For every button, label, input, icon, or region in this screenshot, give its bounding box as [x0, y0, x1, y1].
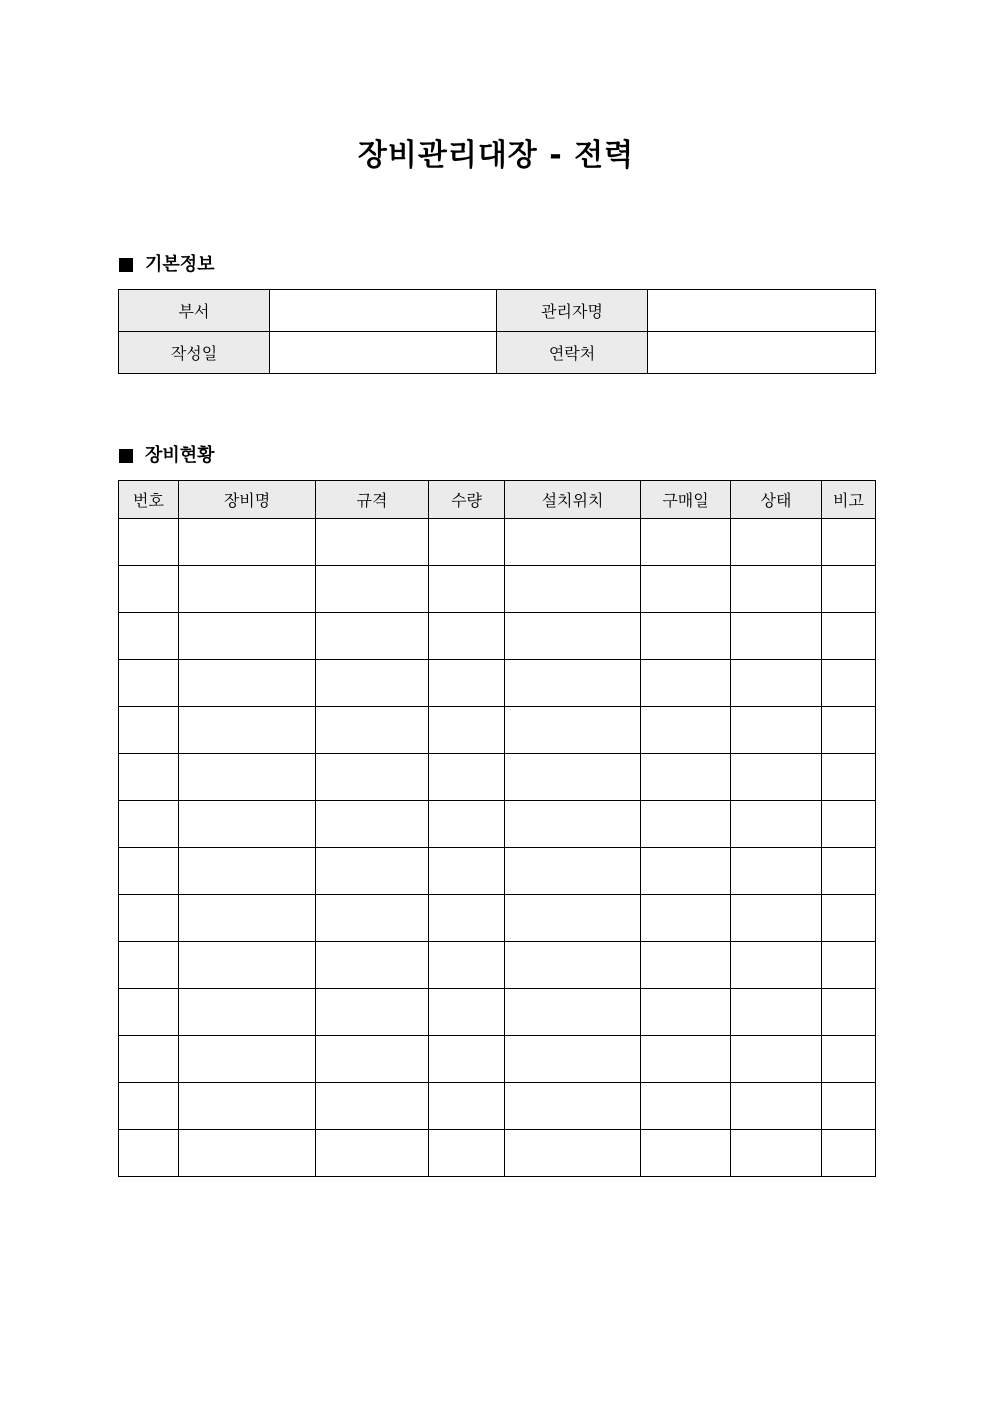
column-header-spec: 규격 — [316, 481, 429, 519]
quantity-cell[interactable] — [429, 519, 505, 566]
status-cell[interactable] — [731, 613, 822, 660]
quantity-cell[interactable] — [429, 895, 505, 942]
equipment-heading — [119, 444, 215, 468]
purchase-date-cell[interactable] — [641, 1130, 731, 1177]
purchase-date-cell[interactable] — [641, 519, 731, 566]
status-cell[interactable] — [731, 989, 822, 1036]
table-row — [119, 989, 876, 1036]
location-cell[interactable] — [505, 848, 641, 895]
name-cell[interactable] — [179, 989, 316, 1036]
basic-info-heading — [119, 253, 215, 277]
remarks-cell[interactable] — [822, 754, 876, 801]
quantity-cell[interactable] — [429, 942, 505, 989]
column-header-number: 번호 — [119, 481, 179, 519]
number-cell[interactable] — [119, 801, 179, 848]
date-label: 작성일 — [119, 332, 270, 374]
name-cell[interactable] — [179, 1130, 316, 1177]
name-cell[interactable] — [179, 801, 316, 848]
number-cell[interactable] — [119, 660, 179, 707]
location-cell[interactable] — [505, 613, 641, 660]
status-cell[interactable] — [731, 801, 822, 848]
contact-label: 연락처 — [497, 332, 648, 374]
number-cell[interactable] — [119, 707, 179, 754]
column-header-remarks: 비고 — [822, 481, 876, 519]
status-cell[interactable] — [731, 1036, 822, 1083]
spec-cell[interactable] — [316, 754, 429, 801]
number-cell[interactable] — [119, 989, 179, 1036]
quantity-cell[interactable] — [429, 989, 505, 1036]
purchase-date-cell[interactable] — [641, 754, 731, 801]
basic-info-table — [118, 289, 876, 374]
status-cell[interactable] — [731, 848, 822, 895]
table-row — [119, 613, 876, 660]
name-cell[interactable] — [179, 895, 316, 942]
quantity-cell[interactable] — [429, 848, 505, 895]
department-field[interactable] — [270, 290, 497, 332]
table-row — [119, 754, 876, 801]
table-row — [119, 1083, 876, 1130]
remarks-cell[interactable] — [822, 801, 876, 848]
table-row — [119, 801, 876, 848]
name-cell[interactable] — [179, 519, 316, 566]
quantity-cell[interactable] — [429, 1083, 505, 1130]
status-cell[interactable] — [731, 566, 822, 613]
status-cell[interactable] — [731, 707, 822, 754]
equipment-heading-label: 장비현황 — [145, 445, 215, 466]
quantity-cell[interactable] — [429, 754, 505, 801]
location-cell[interactable] — [505, 660, 641, 707]
status-cell[interactable] — [731, 660, 822, 707]
spec-cell[interactable] — [316, 660, 429, 707]
department-label: 부서 — [119, 290, 270, 332]
quantity-cell[interactable] — [429, 660, 505, 707]
spec-cell[interactable] — [316, 801, 429, 848]
purchase-date-cell[interactable] — [641, 660, 731, 707]
square-bullet-icon — [119, 258, 133, 272]
location-cell[interactable] — [505, 1130, 641, 1177]
spec-cell[interactable] — [316, 1036, 429, 1083]
remarks-cell[interactable] — [822, 1036, 876, 1083]
location-cell[interactable] — [505, 895, 641, 942]
status-cell[interactable] — [731, 754, 822, 801]
table-row — [119, 1036, 876, 1083]
remarks-cell[interactable] — [822, 660, 876, 707]
column-header-status: 상태 — [731, 481, 822, 519]
name-cell[interactable] — [179, 1083, 316, 1130]
number-cell[interactable] — [119, 942, 179, 989]
table-row — [119, 566, 876, 613]
status-cell[interactable] — [731, 1130, 822, 1177]
manager-field[interactable] — [648, 290, 876, 332]
name-cell[interactable] — [179, 707, 316, 754]
number-cell[interactable] — [119, 566, 179, 613]
column-header-quantity: 수량 — [429, 481, 505, 519]
purchase-date-cell[interactable] — [641, 942, 731, 989]
name-cell[interactable] — [179, 848, 316, 895]
table-row — [119, 942, 876, 989]
spec-cell[interactable] — [316, 707, 429, 754]
spec-cell[interactable] — [316, 613, 429, 660]
purchase-date-cell[interactable] — [641, 707, 731, 754]
equipment-header-row — [119, 481, 876, 519]
quantity-cell[interactable] — [429, 1130, 505, 1177]
table-row — [119, 895, 876, 942]
remarks-cell[interactable] — [822, 566, 876, 613]
spec-cell[interactable] — [316, 848, 429, 895]
number-cell[interactable] — [119, 1130, 179, 1177]
status-cell[interactable] — [731, 895, 822, 942]
location-cell[interactable] — [505, 754, 641, 801]
remarks-cell[interactable] — [822, 848, 876, 895]
remarks-cell[interactable] — [822, 519, 876, 566]
table-row — [119, 707, 876, 754]
remarks-cell[interactable] — [822, 1083, 876, 1130]
purchase-date-cell[interactable] — [641, 613, 731, 660]
status-cell[interactable] — [731, 942, 822, 989]
equipment-table — [118, 480, 876, 1177]
quantity-cell[interactable] — [429, 707, 505, 754]
basic-info-heading-label: 기본정보 — [145, 254, 215, 275]
name-cell[interactable] — [179, 613, 316, 660]
quantity-cell[interactable] — [429, 1036, 505, 1083]
location-cell[interactable] — [505, 519, 641, 566]
column-header-purchase-date: 구매일 — [641, 481, 731, 519]
spec-cell[interactable] — [316, 566, 429, 613]
status-cell[interactable] — [731, 1083, 822, 1130]
location-cell[interactable] — [505, 707, 641, 754]
name-cell[interactable] — [179, 754, 316, 801]
date-field[interactable] — [270, 332, 497, 374]
number-cell[interactable] — [119, 895, 179, 942]
spec-cell[interactable] — [316, 895, 429, 942]
column-header-location: 설치위치 — [505, 481, 641, 519]
purchase-date-cell[interactable] — [641, 989, 731, 1036]
remarks-cell[interactable] — [822, 942, 876, 989]
table-row — [119, 660, 876, 707]
remarks-cell[interactable] — [822, 989, 876, 1036]
location-cell[interactable] — [505, 566, 641, 613]
location-cell[interactable] — [505, 989, 641, 1036]
location-cell[interactable] — [505, 1036, 641, 1083]
purchase-date-cell[interactable] — [641, 895, 731, 942]
table-row — [119, 519, 876, 566]
quantity-cell[interactable] — [429, 801, 505, 848]
status-cell[interactable] — [731, 519, 822, 566]
spec-cell[interactable] — [316, 942, 429, 989]
remarks-cell[interactable] — [822, 707, 876, 754]
purchase-date-cell[interactable] — [641, 1083, 731, 1130]
table-row — [119, 1130, 876, 1177]
remarks-cell[interactable] — [822, 1130, 876, 1177]
number-cell[interactable] — [119, 1036, 179, 1083]
remarks-cell[interactable] — [822, 895, 876, 942]
square-bullet-icon — [119, 449, 133, 463]
quantity-cell[interactable] — [429, 613, 505, 660]
name-cell[interactable] — [179, 1036, 316, 1083]
spec-cell[interactable] — [316, 989, 429, 1036]
number-cell[interactable] — [119, 848, 179, 895]
table-row — [119, 848, 876, 895]
document-title: 장비관리대장 - 전력 — [357, 138, 635, 173]
quantity-cell[interactable] — [429, 566, 505, 613]
spec-cell[interactable] — [316, 519, 429, 566]
name-cell[interactable] — [179, 660, 316, 707]
column-header-name: 장비명 — [179, 481, 316, 519]
purchase-date-cell[interactable] — [641, 848, 731, 895]
number-cell[interactable] — [119, 613, 179, 660]
number-cell[interactable] — [119, 754, 179, 801]
purchase-date-cell[interactable] — [641, 1036, 731, 1083]
basic-info-row — [119, 290, 876, 332]
number-cell[interactable] — [119, 1083, 179, 1130]
name-cell[interactable] — [179, 566, 316, 613]
number-cell[interactable] — [119, 519, 179, 566]
name-cell[interactable] — [179, 942, 316, 989]
basic-info-row — [119, 332, 876, 374]
location-cell[interactable] — [505, 942, 641, 989]
purchase-date-cell[interactable] — [641, 801, 731, 848]
location-cell[interactable] — [505, 1083, 641, 1130]
location-cell[interactable] — [505, 801, 641, 848]
purchase-date-cell[interactable] — [641, 566, 731, 613]
remarks-cell[interactable] — [822, 613, 876, 660]
spec-cell[interactable] — [316, 1083, 429, 1130]
manager-label: 관리자명 — [497, 290, 648, 332]
contact-field[interactable] — [648, 332, 876, 374]
spec-cell[interactable] — [316, 1130, 429, 1177]
